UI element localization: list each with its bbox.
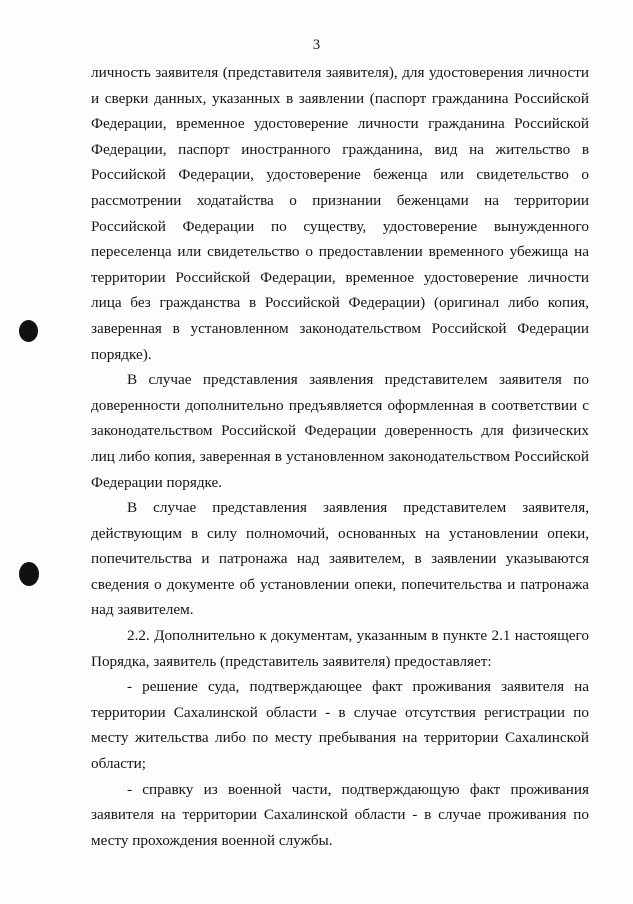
list-item-military-certificate: - справку из военной части, подтверждающую факт проживания заявителя на территории Сахалинской области - в случае проживания по месту прохождения военной службы. [91,780,589,849]
document-body [91,60,589,853]
punch-hole-icon [19,562,39,586]
paragraph-identity-documents: личность заявителя (представителя заявителя), для удостоверения личности и сверки данных, указанных в заявлении (паспорт гражданина Российской Федерации, временное удостоверение личности гражданина Российской Федерации, паспорт иностранного гражданина, вид на жительство в Российской Федерации, удостоверение беженца или свидетельство о рассмотрении ходатайства о признании беженцами на территории Российской Федерации по существу, удостоверение вынужденного переселенца или свидетельство о предоставлении временного убежища на территории Российской Федерации, временное удостоверение личности лица без гражданства в Российской Федерации) (оригинал либо копия, заверенная в установленном законодательством Российской Федерации порядке). [91,64,589,363]
paragraph-guardianship: В случае представления заявления представителем заявителя, действующим в силу полномочий, основанных на установлении опеки, попечительства и патронажа над заявителем, в заявлении указываются сведения о документе об установлении опеки, попечительства и патронажа над заявителем. [91,499,589,619]
page-number: 3 [312,37,321,53]
list-item-court-decision: - решение суда, подтверждающее факт проживания заявителя на территории Сахалинской области - в случае отсутствия регистрации по месту жительства либо по месту пребывания на территории Сахалинской области; [91,678,589,773]
punch-hole-icon [19,320,38,342]
paragraph-power-of-attorney: В случае представления заявления представителем заявителя по доверенности дополнительно предъявляется оформленная в соответствии с законодательством Российской Федерации доверенность для физических лиц либо копия, заверенная в установленном законодательством Российской Федерации порядке. [91,371,589,491]
paragraph-section-2-2: 2.2. Дополнительно к документам, указанным в пункте 2.1 настоящего Порядка, заявитель (представитель заявителя) предоставляет: [91,627,589,670]
